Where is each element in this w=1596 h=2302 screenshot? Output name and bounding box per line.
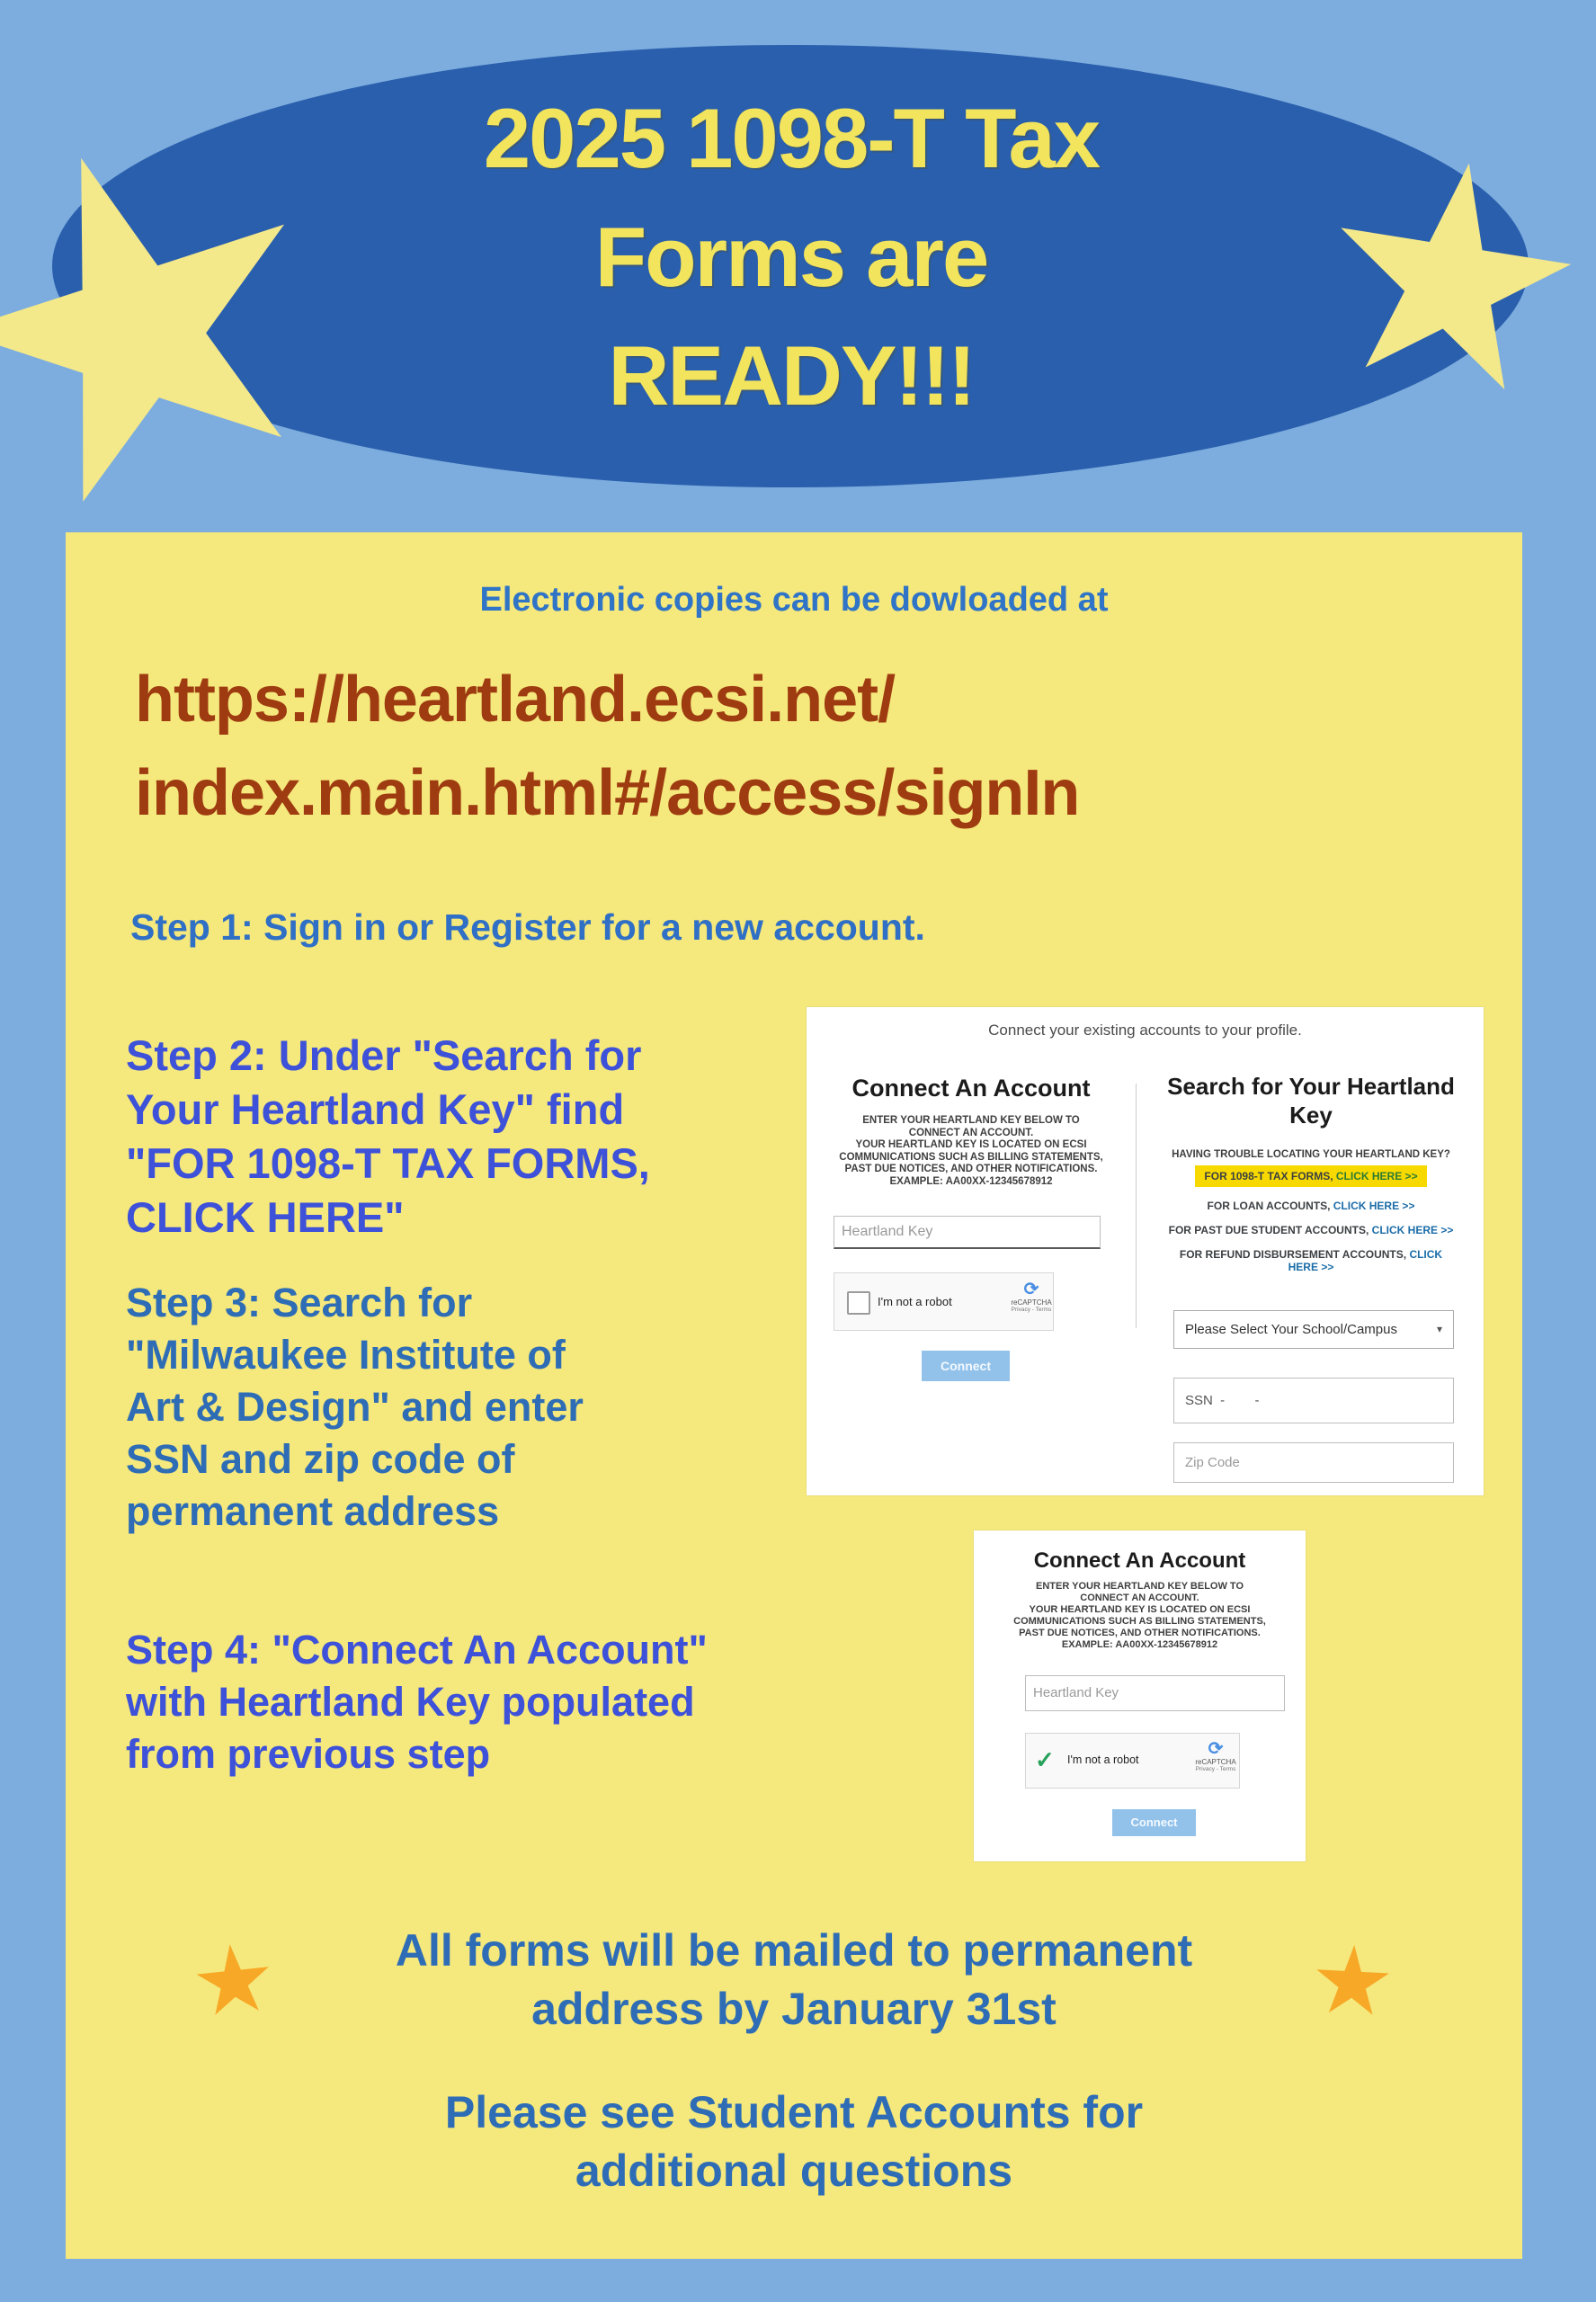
search-heartland-key-heading	[1145, 1072, 1477, 1129]
recaptcha-icon: ⟳	[1023, 1280, 1039, 1299]
recaptcha-terms[interactable]: Privacy - Terms	[1011, 1307, 1052, 1313]
step-4-line: Step 4: "Connect An Account"	[126, 1627, 708, 1673]
step-2-text	[126, 1029, 809, 1245]
connect-button[interactable]: Connect	[922, 1351, 1010, 1381]
link-row-loan	[1145, 1200, 1477, 1212]
step-2-line: Step 2: Under "Search for	[126, 1031, 642, 1079]
link-prefix: FOR PAST DUE STUDENT ACCOUNTS,	[1168, 1224, 1372, 1236]
link-row-1098t	[1145, 1165, 1477, 1187]
connect-account-instructions	[979, 1581, 1300, 1651]
instruction-line: COMMUNICATIONS SUCH AS BILLING STATEMENTS,	[839, 1151, 1103, 1163]
recaptcha-widget	[1025, 1733, 1240, 1789]
page-title: Connect your existing accounts to your profile.	[988, 1022, 1302, 1039]
link-prefix: FOR LOAN ACCOUNTS,	[1207, 1200, 1333, 1212]
recaptcha-terms[interactable]: Privacy - Terms	[1195, 1766, 1236, 1772]
zip-placeholder: Zip Code	[1185, 1455, 1240, 1470]
select-value: Please Select Your School/Campus	[1185, 1322, 1397, 1337]
link-row-refund	[1176, 1248, 1446, 1273]
intro-heading: Electronic copies can be dowloaded at	[479, 581, 1109, 619]
captcha-label: I'm not a robot	[1067, 1753, 1139, 1766]
step-3-line: Step 3: Search for	[126, 1280, 473, 1325]
recaptcha-brand: reCAPTCHA	[1195, 1758, 1236, 1766]
instruction-line: CONNECT AN ACCOUNT.	[908, 1127, 1034, 1138]
step-3-text	[126, 1277, 809, 1538]
captcha-checkbox[interactable]	[847, 1291, 870, 1315]
banner-headline	[54, 79, 1529, 435]
instruction-line: ENTER YOUR HEARTLAND KEY BELOW TO	[862, 1115, 1080, 1126]
connect-account-instructions	[810, 1115, 1132, 1188]
instruction-line: ENTER YOUR HEARTLAND KEY BELOW TO	[1035, 1581, 1244, 1592]
having-trouble-text: HAVING TROUBLE LOCATING YOUR HEARTLAND KEY?	[1172, 1149, 1450, 1160]
column-divider	[1136, 1084, 1137, 1328]
instruction-line: CONNECT AN ACCOUNT.	[1080, 1593, 1199, 1603]
step-2-line: Your Heartland Key" find	[126, 1085, 625, 1133]
recaptcha-icon: ⟳	[1208, 1739, 1224, 1759]
chevron-down-icon: ▾	[1436, 1323, 1442, 1335]
banner-line-2: Forms are	[594, 210, 988, 304]
heartland-key-placeholder: Heartland Key	[1033, 1685, 1119, 1700]
url-line-1: https://heartland.ecsi.net/	[135, 664, 896, 736]
heartland-key-input[interactable]	[1025, 1675, 1285, 1711]
instruction-line: YOUR HEARTLAND KEY IS LOCATED ON ECSI	[855, 1139, 1087, 1150]
step-3-line: permanent address	[126, 1488, 500, 1534]
ecsi-screenshot-connect-account	[974, 1530, 1306, 1861]
check-icon[interactable]: ✓	[1035, 1746, 1055, 1773]
ssn-value: SSN - -	[1185, 1393, 1260, 1408]
heading-line: Search for Your Heartland	[1167, 1073, 1455, 1100]
footer-questions-line-2: additional questions	[575, 2146, 1013, 2196]
captcha-label: I'm not a robot	[878, 1295, 952, 1308]
link-prefix: FOR REFUND DISBURSEMENT ACCOUNTS,	[1179, 1248, 1410, 1261]
heading-line: Key	[1289, 1102, 1333, 1129]
step-1-text: Step 1: Sign in or Register for a new account.	[130, 906, 925, 948]
connect-button[interactable]: Connect	[1112, 1809, 1196, 1836]
recaptcha-logo-block	[1195, 1740, 1236, 1772]
recaptcha-brand: reCAPTCHA	[1011, 1298, 1052, 1307]
click-here-link[interactable]: CLICK HERE >>	[1335, 1170, 1418, 1182]
footer-mailed-line-2: address by January 31st	[531, 1984, 1057, 2034]
link-row-past-due	[1145, 1224, 1477, 1236]
step-3-line: "Milwaukee Institute of	[126, 1332, 566, 1378]
heartland-key-input[interactable]	[834, 1216, 1101, 1249]
connect-account-heading: Connect An Account	[851, 1075, 1091, 1102]
instruction-line: YOUR HEARTLAND KEY IS LOCATED ON ECSI	[1029, 1604, 1251, 1615]
banner-line-1: 2025 1098-T Tax	[483, 91, 1100, 185]
heartland-key-placeholder: Heartland Key	[842, 1224, 933, 1239]
download-url	[135, 653, 1484, 840]
click-here-link[interactable]: CLICK HERE >>	[1371, 1224, 1454, 1236]
connect-account-heading: Connect An Account	[1033, 1548, 1246, 1573]
footer-questions-line-1: Please see Student Accounts for	[444, 2087, 1144, 2137]
school-campus-select[interactable]	[1173, 1310, 1454, 1349]
instruction-line: EXAMPLE: AA00XX-12345678912	[889, 1175, 1053, 1187]
recaptcha-widget	[834, 1272, 1054, 1331]
click-here-link[interactable]: CLICK HERE >>	[1333, 1200, 1415, 1212]
link-prefix: FOR 1098-T TAX FORMS,	[1204, 1170, 1336, 1182]
step-4-text	[126, 1624, 935, 1780]
instruction-line: COMMUNICATIONS SUCH AS BILLING STATEMENTS,	[1013, 1616, 1266, 1627]
step-4-line: from previous step	[126, 1731, 491, 1777]
instruction-line: PAST DUE NOTICES, AND OTHER NOTIFICATIONS.	[1019, 1628, 1261, 1638]
step-3-line: SSN and zip code of	[126, 1436, 515, 1482]
instruction-line: EXAMPLE: AA00XX-12345678912	[1061, 1639, 1218, 1650]
url-line-2: index.main.html#/access/signIn	[135, 757, 1080, 829]
zip-code-input[interactable]	[1173, 1442, 1454, 1483]
click-here-link[interactable]: CLICK HERE >>	[1288, 1248, 1443, 1273]
step-2-line: CLICK HERE"	[126, 1193, 405, 1241]
instruction-line: PAST DUE NOTICES, AND OTHER NOTIFICATIONS.	[844, 1164, 1098, 1174]
ssn-input[interactable]	[1173, 1378, 1454, 1423]
highlighted-1098t-row	[1195, 1165, 1426, 1187]
recaptcha-logo-block	[1011, 1280, 1052, 1313]
step-4-line: with Heartland Key populated	[126, 1679, 695, 1725]
step-2-line: "FOR 1098-T TAX FORMS,	[126, 1139, 650, 1187]
banner-line-3: READY!!!	[608, 328, 975, 423]
ecsi-screenshot-connect-and-search	[807, 1007, 1484, 1495]
footer-mailed-line-1: All forms will be mailed to permanent	[395, 1925, 1193, 1976]
step-3-line: Art & Design" and enter	[126, 1384, 584, 1430]
